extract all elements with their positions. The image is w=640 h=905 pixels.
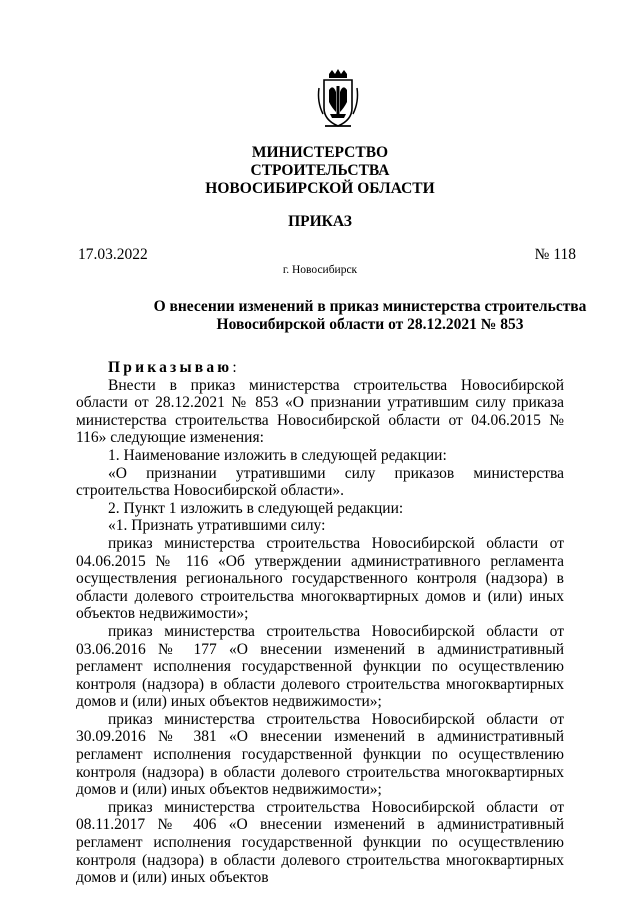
decree-line: [76, 359, 564, 377]
paragraph: приказ министерства строительства Новосибирской области от 03.06.2016 № 177 «О внесении изменений в административный регламент исполнения государственной функции по осуществлению контроля (надзора) в области долевого строительства многоквартирных домов и (или) иных объектов недвижимости»;: [76, 622, 564, 711]
paragraph: приказ министерства строительства Новосибирской области от 30.09.2016 № 381 «О внесении изменений в административный регламент исполнения государственной функции по осуществлению контроля (надзора) в области долевого строительства многоквартирных домов и (или) иных объектов недвижимости»;: [76, 710, 564, 799]
paragraph: приказ министерства строительства Новосибирской области от 08.11.2017 № 406 «О внесении изменений в административный регламент исполнения государственной функции по осуществлению контроля (надзора) в области долевого строительства многоквартирных домов и (или) иных объектов: [76, 798, 564, 887]
order-subject: [140, 298, 600, 334]
ministry-line-2: СТРОИТЕЛЬСТВА: [250, 162, 390, 179]
order-city: г. Новосибирск: [282, 264, 358, 276]
order-title: ПРИКАЗ: [288, 213, 352, 230]
paragraph: Внести в приказ министерства строительства Новосибирской области от 28.12.2021 № 853 «О признании утратившим силу приказа министерства строительства Новосибирской области от 04.06.2015 № 116» следующие изменения:: [76, 376, 564, 447]
ministry-line-1: МИНИСТЕРСТВО: [251, 144, 389, 161]
coat-of-arms-icon: [315, 68, 361, 130]
ministry-name: [0, 144, 640, 198]
paragraph: 1. Наименование изложить в следующей редакции:: [108, 446, 447, 464]
ministry-line-3: НОВОСИБИРСКОЙ ОБЛАСТИ: [205, 180, 435, 197]
paragraph: 2. Пункт 1 изложить в следующей редакции:: [108, 499, 404, 517]
order-number: № 118: [534, 246, 576, 263]
paragraph: «1. Признать утратившими силу:: [108, 517, 326, 535]
paragraph: приказ министерства строительства Новосибирской области от 04.06.2015 № 116 «Об утверждении административного регламента осуществления регионального государственного контроля (надзора) в области долевого строительства многоквартирных домов и (или) иных объектов недвижимости»;: [76, 534, 564, 623]
order-date: 17.03.2022: [78, 246, 148, 263]
decree-word: Приказываю: [108, 359, 233, 376]
paragraph: «О признании утратившими силу приказов министерства строительства Новосибирской области».: [76, 464, 564, 500]
subject-line-1: О внесении изменений в приказ министерства строительства: [153, 298, 587, 315]
order-body: [76, 359, 564, 887]
decree-colon: :: [232, 359, 237, 376]
subject-line-2: Новосибирской области от 28.12.2021 № 853: [216, 316, 524, 333]
